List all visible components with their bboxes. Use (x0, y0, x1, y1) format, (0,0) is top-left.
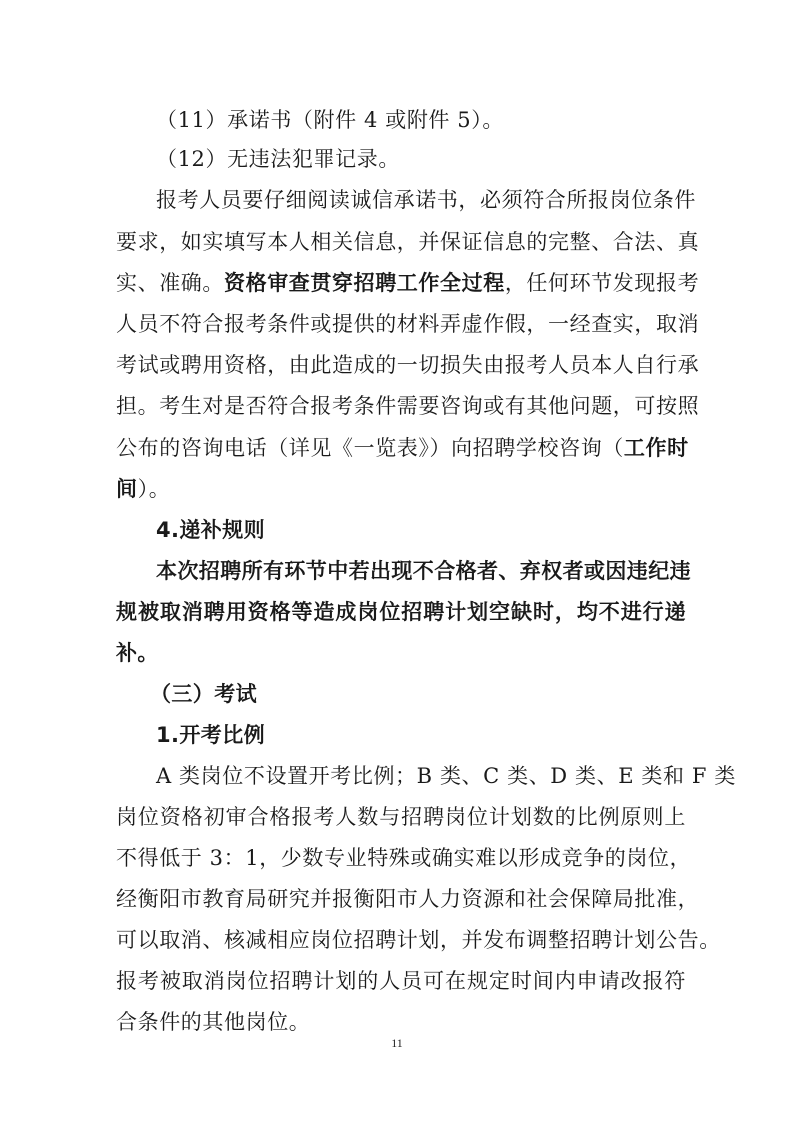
requirement-item-11: （11）承诺书（附件 4 或附件 5）。 (156, 108, 504, 132)
requirement-item-12: （12）无违法犯罪记录。 (156, 147, 400, 171)
notice-line: 担。考生对是否符合报考条件需要咨询或有其他问题，可按照 (116, 394, 700, 418)
subsection-heading-ratio: 1.开考比例 (156, 723, 265, 747)
page-number: 11 (391, 1036, 403, 1050)
ratio-line: 岗位资格初审合格报考人数与招聘岗位计划数的比例原则上 (116, 805, 686, 829)
ratio-line: A 类岗位不设置开考比例；B 类、C 类、D 类、E 类和 F 类 (156, 764, 736, 788)
substitution-line: 规被取消聘用资格等造成岗位招聘计划空缺时，均不进行递 (116, 600, 686, 624)
section-heading-substitution: 4.递补规则 (156, 518, 265, 542)
notice-line: 实、准确。资格审查贯穿招聘工作全过程，任何环节发现报考 (116, 271, 700, 295)
ratio-line: 不得低于 3：1，少数专业特殊或确实难以形成竞争的岗位， (116, 846, 692, 870)
emphasis-text: 资格审查贯穿招聘工作全过程 (224, 271, 505, 295)
ratio-line: 可以取消、核减相应岗位招聘计划，并发布调整招聘计划公告。 (116, 928, 721, 952)
notice-line: 人员不符合报考条件或提供的材料弄虚作假，一经查实，取消 (116, 312, 700, 336)
ratio-line: 合条件的其他岗位。 (116, 1010, 311, 1034)
substitution-line: 本次招聘所有环节中若出现不合格者、弃权者或因违纪违 (156, 559, 691, 583)
ratio-line: 报考被取消岗位招聘计划的人员可在规定时间内申请改报符 (116, 969, 686, 993)
ratio-line: 经衡阳市教育局研究并报衡阳市人力资源和社会保障局批准， (116, 887, 700, 911)
notice-line: 要求，如实填写本人相关信息，并保证信息的完整、合法、真 (116, 230, 700, 254)
notice-line: 考试或聘用资格，由此造成的一切损失由报考人员本人自行承 (116, 353, 700, 377)
notice-line: 报考人员要仔细阅读诚信承诺书，必须符合所报岗位条件 (156, 188, 696, 212)
notice-line: 间）。 (116, 477, 171, 501)
notice-line: 公布的咨询电话（详见《一览表》）向招聘学校咨询（工作时 (116, 436, 689, 460)
substitution-line: 补。 (116, 641, 159, 665)
emphasis-text: 工作时 (623, 436, 689, 460)
section-heading-exam: （三）考试 (150, 682, 257, 706)
emphasis-text: 间 (116, 477, 138, 501)
